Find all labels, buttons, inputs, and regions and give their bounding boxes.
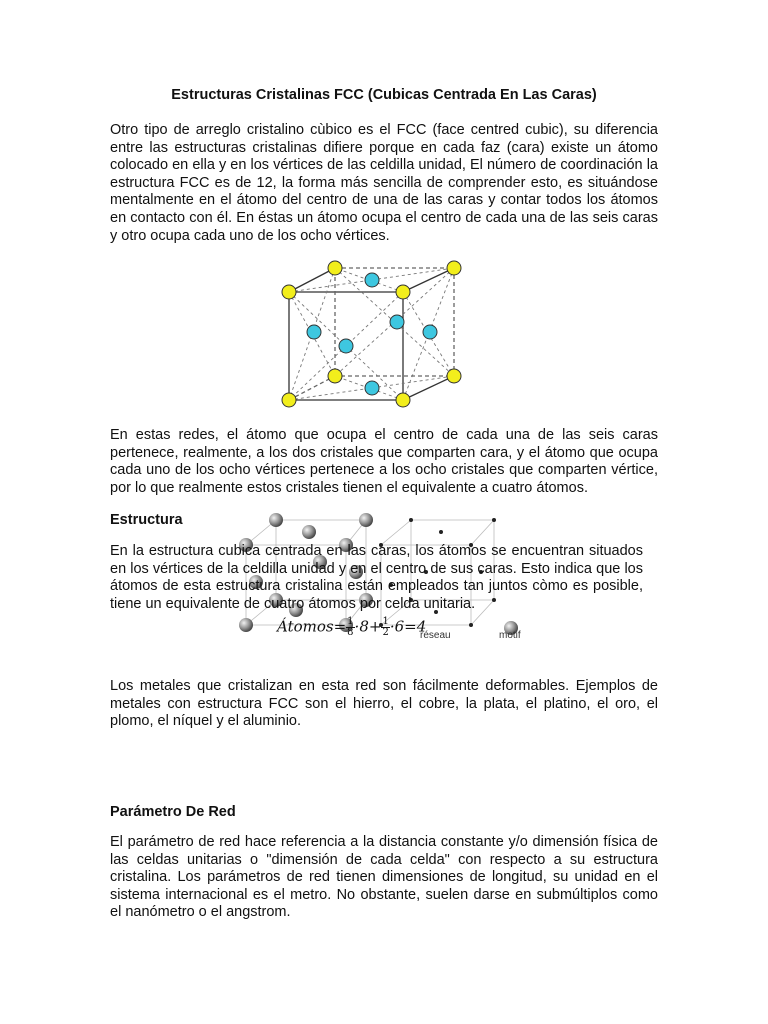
formula-term-2: ·6 [389,617,405,636]
fraction-2-numerator: 1 [382,616,389,627]
paragraph-estructura: En la estructura cubica centrada en las caras, los átomos se encuentran situados en los vértices de la celdilla unidad y en el centro de sus caras. Esto indica que los átomos de esta estructura cristalina están empleados tan juntos còmo es posible, tiene un equivalente de cuatro átomos por celda unitaria. [110,543,643,612]
heading-parametro-de-red: Parámetro De Red [110,804,236,820]
fraction-1-denominator: 8 [347,627,354,638]
formula-fraction-2 [381,617,389,638]
fraction-1-numerator: 1 [347,616,354,627]
atoms-formula [277,617,426,638]
formula-equals: = [333,617,347,636]
fraction-2-denominator: 2 [382,627,389,638]
label-reseau: réseau [420,630,451,641]
paragraph-parametro: El parámetro de red hace referencia a la distancia constante y/o dimensión física de las celdas unitarias o "dimensión de cada celda" con respecto a su estructura cristalina. Los parámetros de red tienen dimensiones de longitud, su unidad en el sistema internacional es el metro. No obstante, suelen darse en submúltiplos como el nanómetro o el angstrom. [110,834,658,921]
paragraph-redes: En estas redes, el átomo que ocupa el centro de cada una de las seis caras pertenece, realmente, a los dos cristales que comparten cara, y el átomo que ocupa cada uno de los ocho vértices pertenece a los ocho cristales que comparten vértice, por lo que realmente estos cristales tienen el equivalente a cuatro átomos. [110,427,658,496]
formula-fraction-1 [346,617,354,638]
formula-term-1: ·8+ [354,617,382,636]
paragraph-metales: Los metales que cristalizan en esta red son fácilmente deformables. Ejemplos de metales con estructura FCC son el hierro, el cobre, la plata, el platino, el oro, el plomo, el níquel y el aluminio. [110,678,658,730]
page-title: Estructuras Cristalinas FCC (Cubicas Centrada En Las Caras) [171,87,597,103]
formula-lhs: Átomos [277,617,334,636]
label-motif: motif [499,630,521,641]
fcc-unit-cell-diagram [278,260,468,410]
heading-estructura: Estructura [110,512,183,528]
paragraph-intro: Otro tipo de arreglo cristalino cùbico es el FCC (face centred cubic), su diferencia entre las estructuras cristalinas difiere porque en cada faz (cara) existe un átomo colocado en ella y en los vértices de las celdilla unidad, El número de coordinación la estructura FCC es de 12, la forma más sencilla de comprender esto, es situándose mentalmente en el átomo del centro de una de las caras y contar todos los átomos en contacto con él. En éstas un átomo ocupa el centro de cada una de las seis caras y otro ocupa cada uno de los ocho vértices. [110,122,658,244]
formula-result: =4 [404,617,427,636]
